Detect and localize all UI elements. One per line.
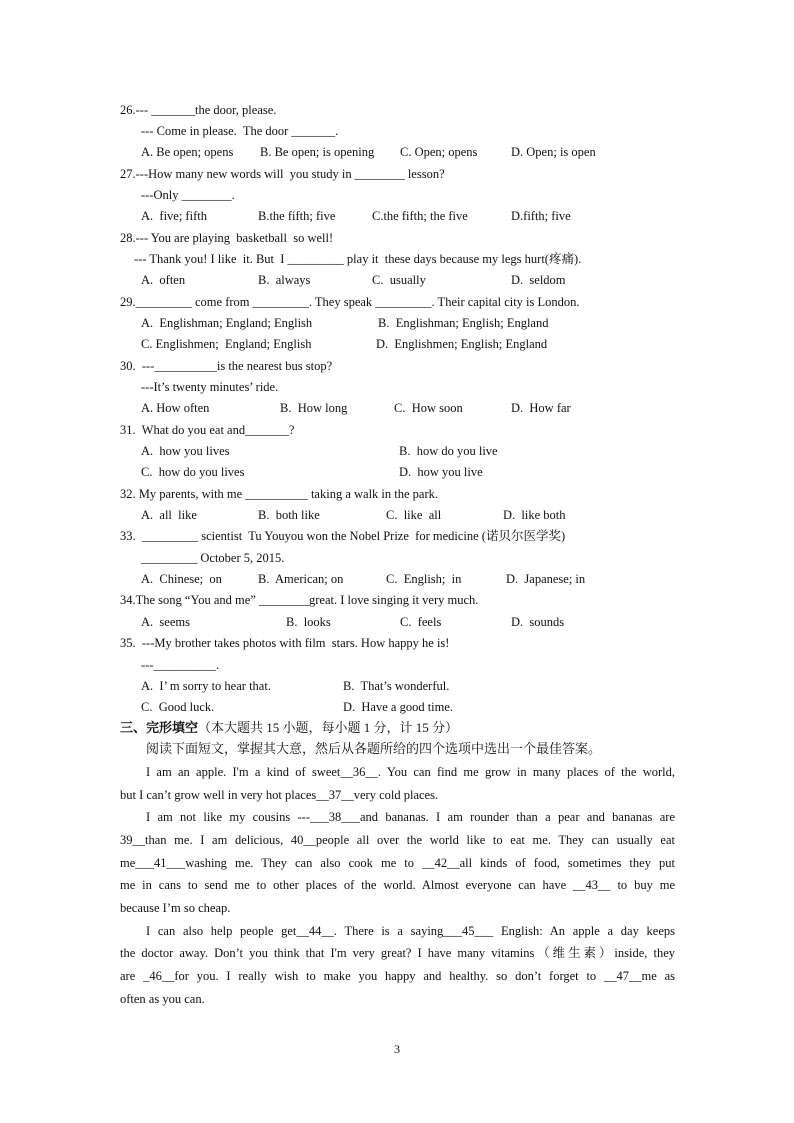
- q35-option-d: D. Have a good time.: [343, 700, 454, 714]
- q32-option-c: C. like all: [386, 508, 442, 522]
- passage-p1-line2: but I can’t grow well in very hot places__37__very cold places.: [120, 788, 439, 802]
- q29-stem: 29._________ come from _________. They speak _________. Their capital city is London.: [120, 295, 580, 309]
- q35-option-c: C. Good luck.: [141, 700, 215, 714]
- section3-instruction: 阅读下面短文，掌握其大意，然后从各题所给的四个选项中选出一个最佳答案。: [146, 741, 602, 756]
- q29-option-d: D. Englishmen; English; England: [376, 337, 548, 351]
- page-number: 3: [394, 1042, 400, 1056]
- q30-reply: ---It’s twenty minutes’ ride.: [141, 380, 279, 394]
- q34-option-d: D. sounds: [511, 615, 565, 629]
- q33-option-b: B. American; on: [258, 572, 344, 586]
- q30-stem: 30. ---__________is the nearest bus stop?: [120, 359, 333, 373]
- section3-title: 三、完形填空: [120, 720, 199, 735]
- passage-p2-line5: because I’m so cheap.: [120, 901, 231, 915]
- passage-p3-line2: the doctor away. Don’t you think that I'm very great? I have many vitamins（维生素）inside, they: [120, 946, 675, 960]
- q32-option-b: B. both like: [258, 508, 320, 522]
- q28-option-b: B. always: [258, 273, 311, 287]
- q28-option-c: C. usually: [372, 273, 426, 287]
- q35-reply: ---__________.: [141, 658, 220, 672]
- q27-reply: ---Only ________.: [141, 188, 235, 202]
- q28-reply: --- Thank you! I like it. But I _________ play it these days because my legs hurt(疼痛).: [134, 252, 582, 266]
- q34-option-a: A. seems: [141, 615, 190, 629]
- q35-option-a: A. I’ m sorry to hear that.: [141, 679, 271, 693]
- section3-heading: [120, 720, 458, 736]
- passage-p2-line2: 39__than me. I am delicious, 40__people all over the world like to eat me. They can usually eat: [120, 833, 675, 847]
- q34-option-c: C. feels: [400, 615, 442, 629]
- q35-stem: 35. ---My brother takes photos with film stars. How happy he is!: [120, 636, 450, 650]
- q29-option-a: A. Englishman; England; English: [141, 316, 313, 330]
- q33-option-c: C. English; in: [386, 572, 462, 586]
- q29-option-c: C. Englishmen; England; English: [141, 337, 312, 351]
- q34-stem: 34.The song “You and me” ________great. I love singing it very much.: [120, 593, 479, 607]
- q28-option-d: D. seldom: [511, 273, 566, 287]
- q31-stem: 31. What do you eat and_______?: [120, 423, 295, 437]
- q31-option-c: C. how do you lives: [141, 465, 245, 479]
- q33-option-a: A. Chinese; on: [141, 572, 222, 586]
- q26-option-c: C. Open; opens: [400, 145, 478, 159]
- passage-p2-line1: I am not like my cousins ---___38___and bananas. I am rounder than a pear and bananas are: [146, 810, 675, 824]
- q27-option-d: D.fifth; five: [511, 209, 571, 223]
- q32-option-d: D. like both: [503, 508, 566, 522]
- q32-option-a: A. all like: [141, 508, 197, 522]
- q27-option-c: C.the fifth; the five: [372, 209, 468, 223]
- q30-option-c: C. How soon: [394, 401, 463, 415]
- q29-option-b: B. Englishman; English; England: [378, 316, 549, 330]
- passage-p2-line3: me___41___washing me. They can also cook me to __42__all kinds of food, sometimes they put: [120, 856, 675, 870]
- q27-option-a: A. five; fifth: [141, 209, 207, 223]
- passage-p3-line3: are _46__for you. I really wish to make you happy and healthy. so don’t forget to __47__me as: [120, 969, 675, 983]
- q32-stem: 32. My parents, with me __________ taking a walk in the park.: [120, 487, 438, 501]
- q26-option-b: B. Be open; is opening: [260, 145, 375, 159]
- q26-option-a: A. Be open; opens: [141, 145, 234, 159]
- passage-p3-line1: I can also help people get__44__. There is a saying___45___ English: An apple a day keeps: [146, 924, 675, 938]
- q27-option-b: B.the fifth; five: [258, 209, 336, 223]
- q35-option-b: B. That’s wonderful.: [343, 679, 450, 693]
- q33-option-d: D. Japanese; in: [506, 572, 586, 586]
- q31-option-a: A. how you lives: [141, 444, 230, 458]
- q33-stem-cont: _________ October 5, 2015.: [141, 551, 285, 565]
- q26-stem: 26.--- _______the door, please.: [120, 103, 277, 117]
- passage-p1-line1: I am an apple. I'm a kind of sweet__36__. You can find me grow in many places of the world,: [146, 765, 675, 779]
- q33-stem: 33. _________ scientist Tu Youyou won the Nobel Prize for medicine (诺贝尔医学奖): [120, 529, 566, 543]
- passage-p3-line4: often as you can.: [120, 992, 205, 1006]
- section3-note: （本大题共 15 小题，每小题 1 分，计 15 分）: [198, 720, 459, 735]
- q28-option-a: A. often: [141, 273, 186, 287]
- q30-option-b: B. How long: [280, 401, 348, 415]
- q26-reply: --- Come in please. The door _______.: [141, 124, 339, 138]
- q34-option-b: B. looks: [286, 615, 331, 629]
- q30-option-a: A. How often: [141, 401, 210, 415]
- q30-option-d: D. How far: [511, 401, 571, 415]
- q27-stem: 27.---How many new words will you study in ________ lesson?: [120, 167, 445, 181]
- q28-stem: 28.--- You are playing basketball so well!: [120, 231, 334, 245]
- passage-p2-line4: me in cans to send me to other places of the world. Almost everyone can have __43__ to buy me: [120, 878, 675, 892]
- q31-option-d: D. how you live: [399, 465, 483, 479]
- q26-option-d: D. Open; is open: [511, 145, 596, 159]
- q31-option-b: B. how do you live: [399, 444, 498, 458]
